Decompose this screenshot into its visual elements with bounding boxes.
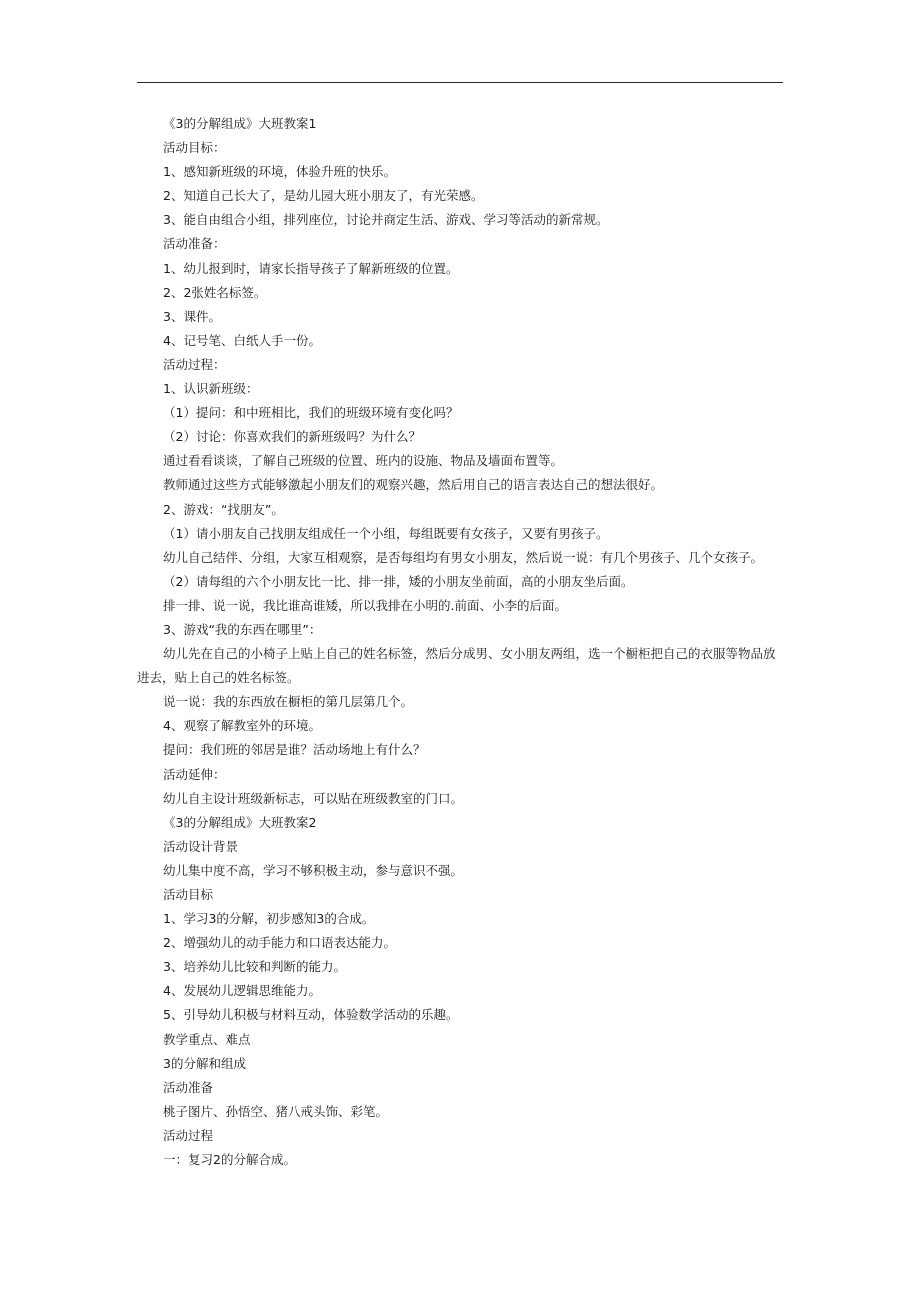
doc-title: 《3的分解组成》大班教案2 xyxy=(163,814,317,830)
paragraph: 幼儿集中度不高，学习不够积极主动，参与意识不强。 xyxy=(163,862,464,878)
paragraph: 教师通过这些方式能够激起小朋友们的观察兴趣，然后用自己的语言表达自己的想法很好。 xyxy=(163,477,664,493)
section-heading: 活动过程： xyxy=(163,356,226,372)
section-heading: 活动准备 xyxy=(163,1079,214,1095)
header-rule xyxy=(137,82,783,83)
paragraph: 3的分解和组成 xyxy=(163,1055,246,1071)
list-item: 2、知道自己长大了，是幼儿园大班小朋友了，有光荣感。 xyxy=(163,188,484,204)
document-body xyxy=(137,112,787,1172)
list-item: 4、发展幼儿逻辑思维能力。 xyxy=(163,983,321,999)
list-item: 2、游戏：“找朋友”。 xyxy=(163,501,284,517)
list-item: 1、感知新班级的环境，体验升班的快乐。 xyxy=(163,164,396,180)
paragraph: 排一排、说一说，我比谁高谁矮，所以我排在小明的.前面、小李的后面。 xyxy=(163,597,567,613)
section-heading: 活动设计背景 xyxy=(163,838,239,854)
section-heading: 活动准备： xyxy=(163,236,226,252)
list-item: （1）请小朋友自己找朋友组成任一个小组，每组既要有女孩子，又要有男孩子。 xyxy=(163,525,609,541)
list-item: 5、引导幼儿积极与材料互动，体验数学活动的乐趣。 xyxy=(163,1007,459,1023)
doc-title: 《3的分解组成》大班教案1 xyxy=(163,116,317,131)
list-item: 3、游戏“我的东西在哪里”： xyxy=(163,621,322,637)
list-item: 3、培养幼儿比较和判断的能力。 xyxy=(163,959,346,975)
list-item: 4、观察了解教室外的环境。 xyxy=(163,718,321,734)
paragraph: 提问：我们班的邻居是谁？活动场地上有什么？ xyxy=(163,742,426,758)
paragraph: 一：复习2的分解合成。 xyxy=(163,1152,296,1168)
list-item: 4、记号笔、白纸人手一份。 xyxy=(163,332,321,348)
list-item: 1、认识新班级： xyxy=(163,381,259,397)
section-heading: 活动目标： xyxy=(163,140,226,156)
section-heading: 教学重点、难点 xyxy=(163,1031,251,1047)
section-heading: 活动目标 xyxy=(163,887,214,902)
paragraph: 通过看看谈谈，了解自己班级的位置、班内的设施、物品及墙面布置等。 xyxy=(163,453,564,469)
list-item: （2）请每组的六个小朋友比一比、排一排，矮的小朋友坐前面，高的小朋友坐后面。 xyxy=(163,573,634,589)
list-item: 2、增强幼儿的动手能力和口语表达能力。 xyxy=(163,935,396,951)
list-item: 1、学习3的分解，初步感知3的合成。 xyxy=(163,911,375,927)
paragraph: 幼儿自主设计班级新标志，可以贴在班级教室的门口。 xyxy=(163,790,464,806)
list-item: （2）讨论：你喜欢我们的新班级吗？为什么？ xyxy=(163,429,421,445)
list-item: （1）提问：和中班相比，我们的班级环境有变化吗？ xyxy=(163,405,459,421)
section-heading: 活动过程 xyxy=(163,1127,214,1143)
list-item: 1、幼儿报到时，请家长指导孩子了解新班级的位置。 xyxy=(163,260,459,276)
paragraph: 幼儿自己结伴、分组，大家互相观察，是否每组均有男女小朋友，然后说一说：有几个男孩子、几个女孩子。 xyxy=(163,549,764,565)
list-item: 3、能自由组合小组，排列座位，讨论并商定生活、游戏、学习等活动的新常规。 xyxy=(163,212,609,228)
section-heading: 活动延伸： xyxy=(163,766,226,782)
paragraph: 幼儿先在自己的小椅子上贴上自己的姓名标签，然后分成男、女小朋友两组，选一个橱柜把自己的衣服等物品放进去，贴上自己的姓名标签。 xyxy=(137,646,776,686)
paragraph: 桃子图片、孙悟空、猪八戒头饰、彩笔。 xyxy=(163,1103,389,1119)
list-item: 3、课件。 xyxy=(163,308,221,324)
paragraph: 说一说：我的东西放在橱柜的第几层第几个。 xyxy=(163,694,414,710)
list-item: 2、2张姓名标签。 xyxy=(163,284,267,300)
